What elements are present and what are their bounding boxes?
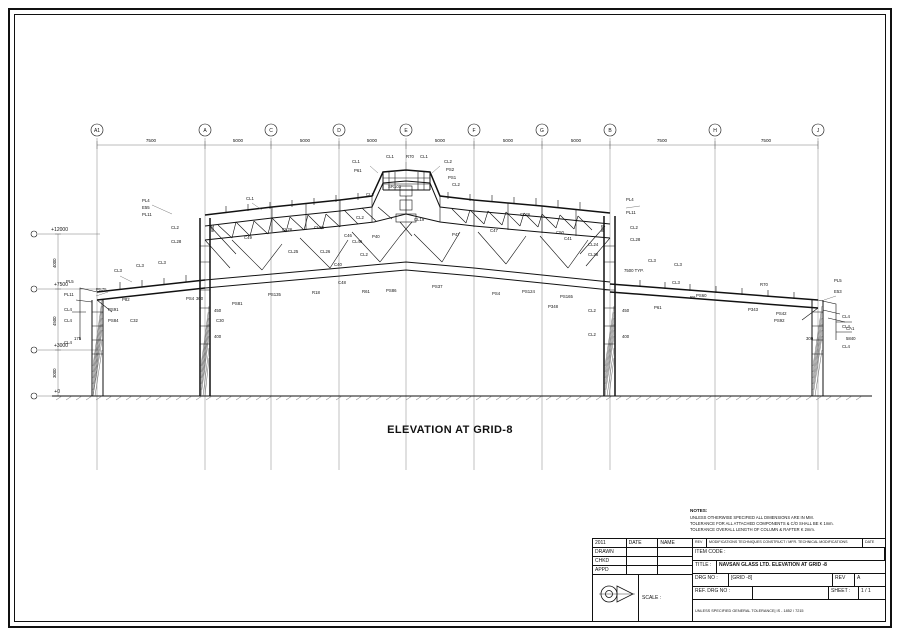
part-label: PL11 — [64, 292, 74, 297]
titleblock-appd-date — [627, 566, 659, 574]
part-label: PS84 — [108, 318, 119, 323]
part-label: CL4 — [64, 340, 72, 345]
dimension-label: 5000 — [299, 138, 311, 143]
part-label: CL26 — [520, 212, 531, 217]
dimension-callout: 400 — [622, 334, 630, 339]
titleblock-chkd-date — [627, 557, 659, 565]
part-label: C50 — [556, 230, 564, 235]
level-marks — [31, 227, 870, 399]
part-label: PS81 — [232, 301, 243, 306]
part-label: CL1 — [352, 159, 360, 164]
part-label: PL5 — [66, 279, 74, 284]
part-label: CL2 — [630, 225, 638, 230]
rev-col-header: REV — [693, 539, 707, 547]
part-label: E53 — [834, 289, 842, 294]
part-label: PS60 — [696, 293, 707, 298]
part-label: CL3 — [114, 268, 122, 273]
level-label: +3000 — [53, 343, 68, 349]
level-label: +12000 — [51, 227, 68, 233]
grid-bubbles — [91, 124, 824, 136]
vertical-dimension: 4500 — [52, 316, 57, 326]
part-label: CL3 — [672, 280, 680, 285]
part-label: PS4 — [186, 296, 195, 301]
grid-label: A — [203, 128, 207, 134]
part-label: CL2 — [444, 159, 452, 164]
grid-lines — [97, 138, 818, 470]
vertical-dimension: 4000 — [52, 258, 57, 268]
titleblock-drawn-label: DRAWN — [593, 548, 627, 556]
part-label: CL4 — [64, 318, 72, 323]
dimension-callout: 400 — [214, 334, 222, 339]
part-label: CL25 — [288, 249, 299, 254]
part-label: CL2 — [360, 252, 368, 257]
dimension-label: 7500 — [145, 138, 157, 143]
rev-value: A — [857, 575, 861, 581]
notes-line: TOLERANCE FOR ALL ATTACHED COMPONENTS & C/O SHALL BE K 1mm. — [690, 521, 834, 527]
part-label: CL4 — [64, 307, 72, 312]
part-label: CL4 — [842, 324, 850, 329]
titleblock-appd-label: APPD — [593, 566, 627, 574]
dimension-label: 7500 — [760, 138, 772, 143]
part-label: CL4 — [842, 314, 850, 319]
part-label: PL11 — [626, 210, 636, 215]
part-label: P40 — [372, 234, 380, 239]
part-label: R61 — [362, 289, 370, 294]
dimension-label: 5000 — [434, 138, 446, 143]
grid-label: G — [540, 128, 544, 134]
dimension-label: 5000 — [502, 138, 514, 143]
part-label: CL2 — [356, 215, 364, 220]
scale-label: SCALE : — [642, 595, 662, 601]
project-title-value: NAVSAN GLASS LTD. ELEVATION AT GRID -8 — [719, 562, 827, 568]
dimension-callout: 175 — [74, 336, 82, 341]
part-label: CL26 — [314, 225, 325, 230]
part-label: C41 — [564, 236, 572, 241]
item-code-label: ITEM CODE : — [693, 548, 885, 560]
dimension-callout: R70 — [406, 154, 414, 159]
dimension-callout: 600 — [210, 224, 215, 232]
grid-label: A1 — [93, 128, 101, 134]
dimension-callout: 300 — [196, 296, 204, 301]
level-label: +7500 — [53, 282, 68, 288]
roof-frame — [72, 170, 852, 354]
dimension-callout: R70 — [760, 282, 768, 287]
ground-hatch — [52, 396, 872, 400]
dimension-callout: 7500 TYP. — [624, 268, 644, 273]
part-label: CL3 — [158, 260, 166, 265]
level-label: +0 — [54, 389, 60, 395]
part-label: CL1 — [386, 154, 394, 159]
part-label: PS135 — [268, 292, 281, 297]
part-label: SR101 — [388, 184, 402, 189]
notes-block — [690, 508, 890, 533]
part-label: C47 — [490, 228, 498, 233]
rev-desc-header: MODIFICATIONS TECHNIQUES CONSTRUCT / MFR. TECHNICAL MODIFICATIONS — [707, 539, 863, 547]
part-label: C40 — [334, 262, 342, 267]
part-label: CL19 — [414, 217, 425, 222]
dimension-label: 7500 — [656, 138, 668, 143]
title-block — [592, 538, 886, 622]
part-label: C48 — [338, 280, 346, 285]
titleblock-year: 2011 — [593, 539, 627, 547]
dimension-label: 5000 — [232, 138, 244, 143]
part-labels — [64, 154, 856, 349]
part-label: PS91 — [108, 307, 119, 312]
part-label: R6 — [690, 295, 696, 300]
dimension-label: 5000 — [570, 138, 582, 143]
part-label: CL3 — [674, 262, 682, 267]
part-label: CL2 — [366, 192, 374, 197]
part-label: CL2 — [171, 225, 179, 230]
part-label: P82 — [122, 297, 130, 302]
part-label: PS1 — [448, 175, 457, 180]
part-label: P47 — [452, 232, 460, 237]
part-label: PS86 — [386, 288, 397, 293]
part-label: PS75 — [96, 287, 107, 292]
part-label: PS37 — [432, 284, 443, 289]
part-label: P343 — [748, 307, 759, 312]
part-label: C49 — [244, 235, 252, 240]
titleblock-drawn-date — [627, 548, 659, 556]
part-label: R18 — [312, 290, 320, 295]
part-label: PS124 — [522, 289, 535, 294]
part-label: CL4 — [842, 344, 850, 349]
titleblock-chkd-label: CHKD — [593, 557, 627, 565]
part-label: PS42 — [776, 311, 787, 316]
projection-symbol — [593, 575, 639, 621]
rev-label: REV — [833, 574, 855, 586]
titleblock-date-header: DATE — [627, 539, 659, 547]
ref-drg-value — [753, 587, 829, 599]
part-label: PL4 — [626, 197, 634, 202]
dimension-callout: 450 — [214, 308, 222, 313]
part-label: CL28 — [630, 237, 641, 242]
part-label: P348 — [548, 304, 559, 309]
drg-no-label: DRG NO : — [693, 574, 729, 586]
part-label: CL3 — [136, 263, 144, 268]
grid-label: H — [713, 128, 717, 134]
part-label: P61 — [354, 168, 362, 173]
part-label: CL3 — [648, 258, 656, 263]
part-label: CL24 — [588, 242, 599, 247]
sheet-label: SHEET : — [829, 587, 859, 599]
part-label: CL26 — [320, 249, 331, 254]
titleblock-appd-name — [658, 566, 692, 574]
part-label: E55 — [142, 205, 150, 210]
titleblock-name-header: NAME — [660, 540, 675, 546]
rev-date-header: DATE — [865, 540, 875, 544]
part-label: PS2 — [446, 167, 455, 172]
sheet-value: 1 / 1 — [861, 588, 871, 594]
part-label: CL1 — [420, 154, 428, 159]
part-label: CL2 — [452, 182, 460, 187]
part-label: C30 — [216, 318, 224, 323]
part-label: CL1 — [246, 196, 254, 201]
drg-no-value: [GRID -8] — [729, 574, 833, 586]
part-label: C46 — [344, 233, 352, 238]
part-label: CL2 — [588, 332, 596, 337]
part-label: P61 — [654, 305, 662, 310]
grid-label: B — [608, 128, 612, 134]
dimension-callout: 5840 — [846, 336, 856, 341]
dimension-callout: 800 — [600, 224, 605, 232]
titleblock-drawn-name — [658, 548, 692, 556]
title-label: TITLE : — [693, 561, 717, 573]
grid-label: E — [404, 128, 408, 134]
grid-label: J — [816, 128, 820, 134]
part-label: PS92 — [774, 318, 785, 323]
grid-label: D — [337, 128, 341, 134]
columns — [92, 216, 823, 396]
grid-label: F — [472, 128, 476, 134]
vertical-dimension: 3000 — [52, 368, 57, 378]
part-label: CL46 — [352, 239, 363, 244]
tolerance-footer: UNLESS SPECIFIED GENERAL TOLERANCE| IS - 1852 / 7215 — [695, 608, 804, 613]
elevation-title: ELEVATION AT GRID-8 — [387, 424, 513, 436]
dimension-callout: 300 — [806, 336, 814, 341]
grid-label: C — [269, 128, 273, 134]
part-label: C32 — [130, 318, 138, 323]
ref-drg-label: REF. DRG NO : — [693, 587, 753, 599]
notes-line: UNLESS OTHERWISE SPECIFIED ALL DIMENSIONS ARE IN MM. — [690, 514, 814, 520]
part-label: CL2 — [588, 308, 596, 313]
part-label: CA1 — [846, 326, 855, 331]
part-label: PL4 — [142, 198, 150, 203]
part-label: CL28 — [171, 239, 182, 244]
part-label: PL11 — [142, 212, 152, 217]
dimension-callout: 450 — [622, 308, 630, 313]
part-label: PL5 — [834, 278, 842, 283]
part-label: CL28 — [588, 252, 599, 257]
notes-title: NOTES: — [690, 508, 708, 513]
titleblock-chkd-name — [658, 557, 692, 565]
dimension-label: 5000 — [366, 138, 378, 143]
notes-line: TOLERANCE OVERALL LENGTH OF COLUMN & RAFTER K 2mm. — [690, 527, 815, 533]
part-label: CL26 — [282, 227, 293, 232]
part-label: PS4 — [492, 291, 501, 296]
part-label: PS165 — [560, 294, 573, 299]
